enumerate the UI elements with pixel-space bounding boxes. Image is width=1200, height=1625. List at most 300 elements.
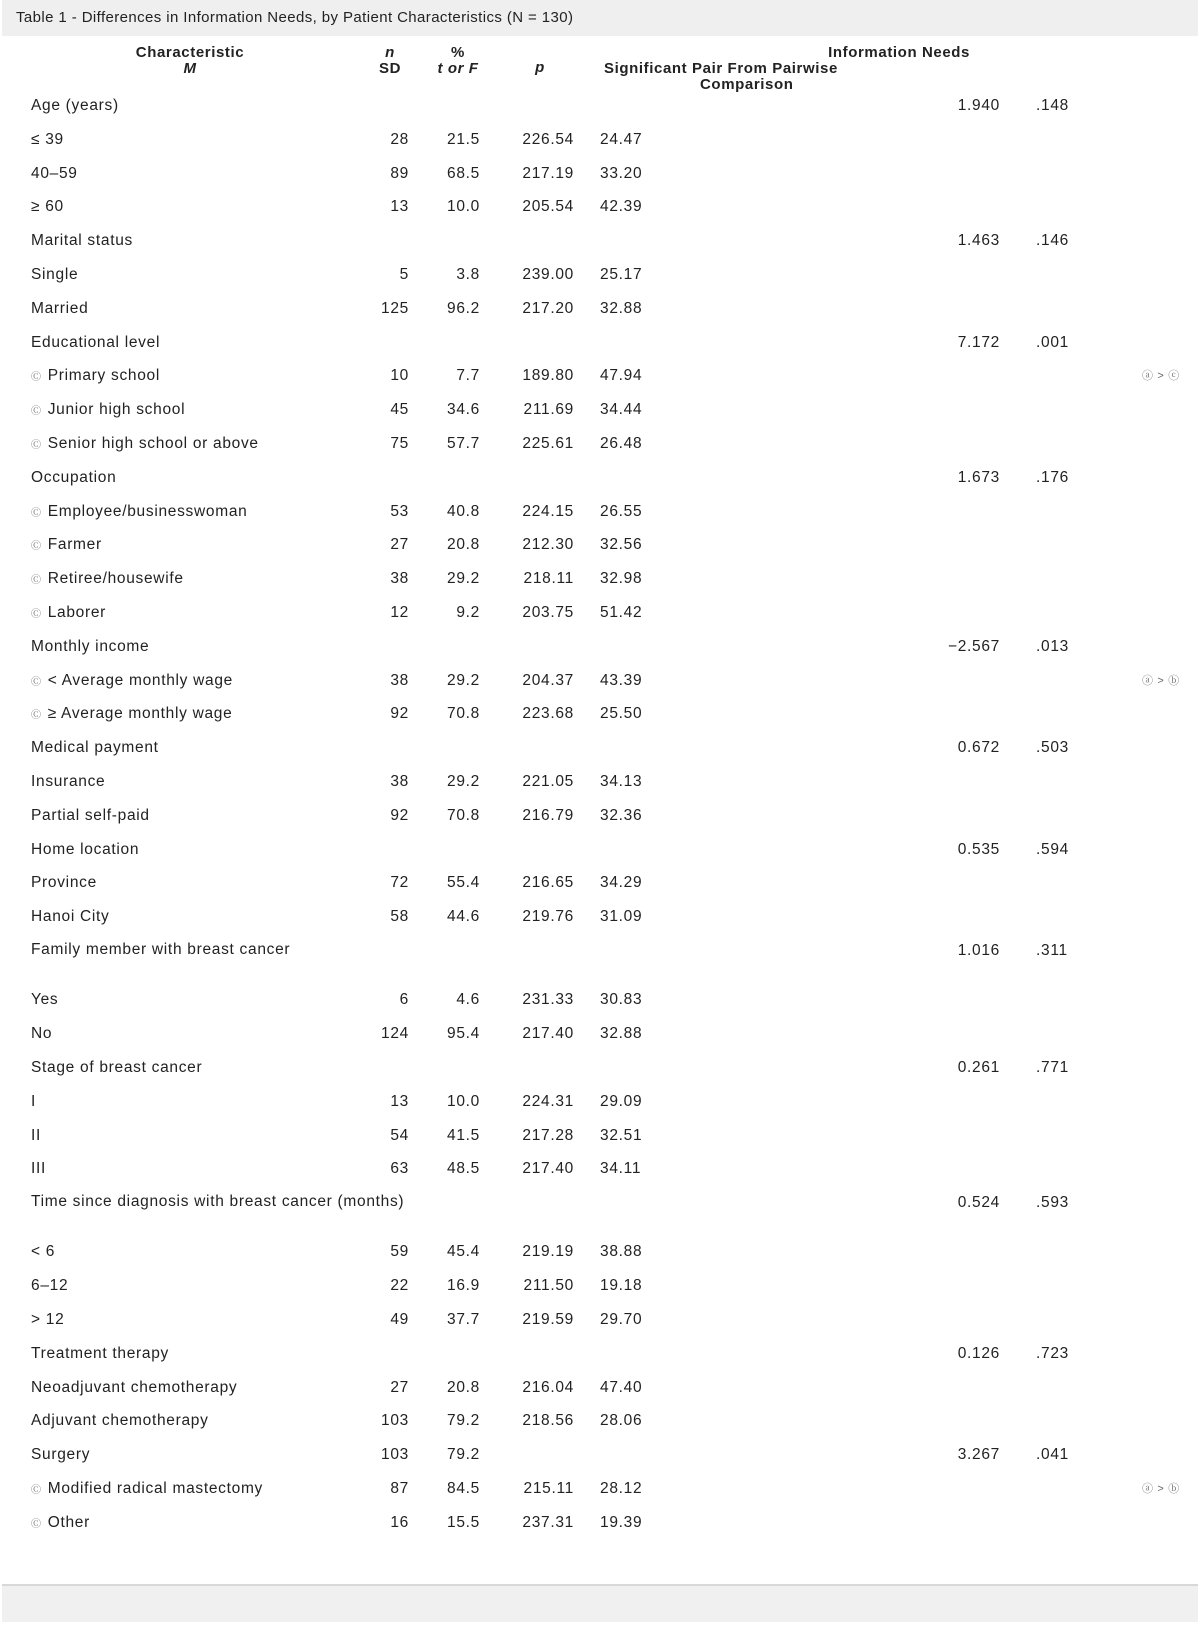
row-label-text: Surgery — [31, 1446, 91, 1464]
cell-p: .311 — [1036, 942, 1068, 959]
cell-percent: 55.4 — [447, 874, 480, 892]
cell-sd: 51.42 — [600, 604, 643, 621]
cell-sd: 28.12 — [600, 1480, 643, 1497]
table-row — [0, 869, 1200, 904]
circled-letter-icon: Ⓒ — [31, 676, 42, 688]
cell-t-or-f: 3.267 — [957, 1446, 1000, 1464]
row-label-text: > 12 — [31, 1311, 65, 1328]
row-label — [31, 1059, 202, 1077]
cell-mean: 203.75 — [522, 604, 574, 621]
cell-n: 103 — [381, 1446, 409, 1464]
cell-t-or-f: −2.567 — [947, 637, 1000, 655]
cell-percent: 41.5 — [447, 1126, 480, 1144]
cell-n: 28 — [390, 130, 409, 148]
row-label — [31, 638, 149, 656]
cell-sd: 34.11 — [600, 1160, 642, 1178]
table-row — [0, 362, 1200, 397]
cell-mean: 231.33 — [522, 991, 574, 1009]
row-label-text: Hanoi City — [31, 908, 110, 926]
table-row — [0, 937, 1200, 972]
row-label-text: Adjuvant chemotherapy — [31, 1412, 209, 1430]
cell-significant-pair: ⓐ > ⓑ — [1141, 674, 1180, 687]
cell-percent: 9.2 — [456, 604, 480, 621]
row-label — [31, 705, 232, 723]
table-row — [0, 329, 1200, 364]
table-row — [0, 126, 1200, 161]
table-row — [0, 836, 1200, 871]
cell-p: .503 — [1036, 739, 1069, 757]
row-label-text: Employee/businesswoman — [47, 502, 248, 520]
cell-sd: 32.51 — [600, 1126, 643, 1144]
circled-letter-icon: Ⓒ — [31, 372, 42, 384]
cell-sd: 47.40 — [600, 1378, 643, 1396]
cell-n: 53 — [390, 502, 409, 520]
cell-mean: 218.11 — [523, 570, 574, 588]
row-label-text: Retiree/housewife — [47, 570, 184, 588]
cell-sd: 47.94 — [600, 367, 643, 385]
table-row — [0, 1272, 1200, 1307]
row-label-text: III — [31, 1160, 47, 1178]
table-row — [0, 193, 1200, 228]
table-row — [0, 1509, 1200, 1544]
cell-percent: 7.7 — [456, 367, 480, 385]
cell-sd: 42.39 — [600, 198, 643, 216]
row-label — [31, 266, 78, 284]
row-label — [31, 841, 139, 859]
cell-mean: 239.00 — [522, 266, 574, 283]
cell-mean: 216.04 — [522, 1378, 574, 1396]
cell-mean: 237.31 — [522, 1513, 574, 1531]
cell-p: .146 — [1036, 232, 1069, 250]
table-row — [0, 565, 1200, 600]
cell-mean: 224.31 — [522, 1092, 574, 1110]
cell-n: 89 — [390, 164, 409, 182]
cell-percent: 40.8 — [447, 502, 480, 520]
cell-sd: 25.50 — [600, 705, 643, 723]
row-label-text: Treatment therapy — [31, 1344, 169, 1362]
row-label — [31, 672, 233, 690]
row-label — [31, 807, 150, 825]
row-label-text: ≥ Average monthly wage — [47, 705, 233, 723]
cell-sd: 28.06 — [600, 1412, 643, 1430]
cell-sd: 34.13 — [600, 773, 643, 790]
row-label — [31, 1345, 169, 1363]
row-label-text: Other — [47, 1513, 90, 1531]
row-label-text: ≤ 39 — [31, 130, 64, 148]
cell-percent: 29.2 — [447, 671, 480, 689]
cell-sd: 32.98 — [600, 570, 643, 588]
row-label-text: Senior high school or above — [47, 435, 259, 452]
cell-sd: 33.20 — [600, 164, 643, 182]
cell-percent: 70.8 — [447, 806, 480, 824]
cell-sd: 19.18 — [600, 1277, 643, 1295]
table-row — [0, 802, 1200, 837]
cell-mean: 217.20 — [522, 299, 574, 317]
table-row — [0, 1475, 1200, 1510]
row-label-text: Insurance — [31, 773, 106, 790]
cell-mean: 215.11 — [523, 1480, 574, 1497]
row-label-text: Primary school — [47, 367, 161, 385]
cell-percent: 16.9 — [447, 1277, 480, 1295]
header-info-line2: Significant Pair From Pairwise — [604, 60, 838, 77]
row-label — [31, 1311, 64, 1329]
table-row — [0, 1122, 1200, 1157]
cell-mean: 211.50 — [523, 1277, 574, 1295]
row-label — [31, 503, 247, 521]
cell-percent: 37.7 — [447, 1311, 480, 1328]
row-label — [31, 908, 110, 926]
cell-n: 124 — [381, 1025, 409, 1043]
header-characteristic — [100, 45, 280, 77]
table-row — [0, 464, 1200, 499]
cell-n: 103 — [381, 1412, 409, 1430]
cell-n: 63 — [390, 1160, 409, 1178]
table-row — [0, 531, 1200, 566]
table-row — [0, 903, 1200, 938]
table-row — [0, 295, 1200, 330]
table-row — [0, 1088, 1200, 1123]
cell-mean: 219.19 — [522, 1243, 574, 1261]
table-row — [0, 396, 1200, 431]
table-row — [0, 986, 1200, 1021]
cell-n: 92 — [390, 705, 409, 723]
table-row — [0, 1441, 1200, 1476]
circled-letter-icon: Ⓒ — [31, 1485, 42, 1496]
table-row — [0, 1189, 1200, 1224]
cell-mean: 216.79 — [522, 806, 574, 824]
cell-n: 16 — [390, 1513, 409, 1531]
cell-sd: 38.88 — [600, 1243, 643, 1261]
footer-bar — [2, 1586, 1198, 1622]
row-label-text: < 6 — [31, 1243, 56, 1261]
cell-sd: 29.09 — [600, 1092, 643, 1110]
cell-mean: 216.65 — [522, 874, 574, 892]
row-label — [31, 401, 185, 419]
cell-percent: 20.8 — [447, 536, 480, 554]
table-row — [0, 1238, 1200, 1273]
cell-mean: 219.59 — [522, 1311, 574, 1328]
cell-n: 10 — [390, 367, 409, 385]
row-label — [31, 1379, 237, 1397]
cell-sd: 34.44 — [600, 401, 643, 419]
row-label-text: Province — [31, 874, 97, 892]
cell-mean: 189.80 — [522, 367, 574, 385]
cell-n: 54 — [390, 1126, 409, 1144]
table-row — [0, 768, 1200, 803]
cell-percent: 3.8 — [456, 266, 480, 283]
cell-mean: 212.30 — [522, 536, 574, 554]
header-n-label: n — [385, 44, 395, 61]
row-label-text: Modified radical mastectomy — [47, 1480, 264, 1497]
cell-n: 13 — [390, 1092, 409, 1110]
row-label — [31, 1446, 90, 1464]
cell-p: .594 — [1036, 840, 1069, 858]
row-label — [31, 198, 64, 216]
cell-sd: 29.70 — [600, 1311, 643, 1328]
row-label-text: Junior high school — [47, 401, 186, 419]
circled-letter-icon: Ⓒ — [31, 440, 42, 451]
header-characteristic-label: Characteristic — [135, 44, 245, 61]
cell-t-or-f: 0.524 — [957, 1194, 1000, 1212]
table-row — [0, 227, 1200, 262]
cell-n: 58 — [390, 908, 409, 926]
header-t-or-f-label: t or F — [437, 60, 479, 77]
row-label — [31, 536, 102, 554]
row-label — [31, 232, 133, 250]
row-label-text: Educational level — [31, 333, 161, 351]
cell-percent: 57.7 — [447, 435, 480, 452]
row-label — [31, 367, 160, 385]
cell-sd: 26.55 — [600, 502, 643, 520]
cell-n: 27 — [390, 1378, 409, 1396]
row-label — [31, 1480, 263, 1498]
table-row — [0, 1054, 1200, 1089]
cell-significant-pair: ⓐ > ⓑ — [1141, 1483, 1180, 1495]
cell-sd: 31.09 — [600, 908, 643, 926]
row-label-text: Yes — [31, 991, 59, 1009]
cell-n: 6 — [399, 991, 409, 1009]
cell-mean: 225.61 — [522, 435, 574, 452]
cell-p: .148 — [1036, 97, 1069, 114]
row-label-text: Occupation — [31, 468, 117, 486]
cell-mean: 217.19 — [522, 164, 574, 182]
cell-sd: 34.29 — [600, 874, 643, 892]
cell-mean: 218.56 — [522, 1412, 574, 1430]
cell-mean: 226.54 — [522, 130, 574, 148]
cell-p: .593 — [1036, 1194, 1069, 1212]
cell-percent: 79.2 — [447, 1446, 480, 1464]
table-row — [0, 430, 1200, 465]
header-m-label: M — [183, 60, 197, 77]
table-row — [0, 261, 1200, 296]
row-label — [31, 1193, 405, 1211]
cell-mean: 211.69 — [523, 401, 574, 419]
cell-percent: 44.6 — [447, 908, 480, 926]
cell-percent: 96.2 — [447, 299, 480, 317]
row-label-text: Monthly income — [31, 637, 150, 655]
cell-n: 72 — [390, 874, 409, 892]
table-row — [0, 599, 1200, 634]
cell-sd: 32.36 — [600, 806, 643, 824]
cell-sd: 25.17 — [600, 266, 643, 283]
row-label — [31, 874, 97, 892]
header-p: p — [535, 59, 545, 76]
row-label — [31, 773, 105, 791]
cell-p: .001 — [1036, 333, 1069, 351]
row-label — [31, 1277, 68, 1295]
cell-n: 125 — [381, 299, 409, 317]
cell-sd: 32.88 — [600, 299, 643, 317]
cell-n: 49 — [390, 1311, 409, 1328]
row-label — [31, 165, 78, 183]
cell-sd: 32.88 — [600, 1025, 643, 1043]
table-row — [0, 1020, 1200, 1055]
table-row — [0, 700, 1200, 735]
cell-n: 92 — [390, 806, 409, 824]
cell-t-or-f: 7.172 — [957, 333, 1000, 351]
cell-percent: 70.8 — [447, 705, 480, 723]
cell-mean: 204.37 — [522, 671, 574, 689]
cell-n: 75 — [390, 435, 409, 452]
cell-percent: 29.2 — [447, 773, 480, 790]
table-row — [0, 1306, 1200, 1341]
cell-n: 59 — [390, 1243, 409, 1261]
header-percent-label: % — [451, 44, 465, 61]
cell-percent: 79.2 — [447, 1412, 480, 1430]
cell-mean: 224.15 — [522, 502, 574, 520]
circled-letter-icon: Ⓒ — [31, 507, 42, 519]
row-label — [31, 570, 184, 588]
cell-t-or-f: 0.261 — [957, 1058, 1000, 1076]
row-label-text: Home location — [31, 840, 140, 858]
table-row — [0, 1374, 1200, 1409]
circled-letter-icon: Ⓒ — [31, 609, 42, 620]
cell-sd: 26.48 — [600, 435, 643, 452]
row-label — [31, 131, 64, 149]
header-percent — [423, 45, 493, 77]
cell-percent: 21.5 — [447, 130, 480, 148]
cell-sd: 24.47 — [600, 130, 643, 148]
table-row — [0, 667, 1200, 702]
cell-mean: 219.76 — [522, 908, 574, 926]
cell-t-or-f: 1.016 — [957, 942, 1000, 959]
cell-percent: 4.6 — [456, 991, 480, 1009]
cell-percent: 10.0 — [447, 198, 480, 216]
cell-t-or-f: 1.673 — [957, 468, 1000, 486]
row-label-text: < Average monthly wage — [47, 671, 233, 689]
table-row — [0, 633, 1200, 668]
cell-percent: 45.4 — [447, 1243, 480, 1261]
cell-p: .176 — [1036, 468, 1069, 486]
row-label — [31, 300, 88, 318]
row-label — [31, 469, 116, 487]
row-label-text: 40–59 — [31, 164, 78, 182]
cell-n: 38 — [390, 570, 409, 588]
cell-n: 27 — [390, 536, 409, 554]
header-info-line1: Information Needs — [828, 44, 970, 61]
cell-n: 12 — [390, 604, 409, 621]
cell-mean: 217.40 — [522, 1025, 574, 1043]
cell-percent: 84.5 — [447, 1480, 480, 1497]
cell-mean: 221.05 — [522, 773, 574, 790]
header-information-needs — [600, 45, 970, 93]
table-row — [0, 1407, 1200, 1442]
row-label-text: Partial self-paid — [31, 806, 150, 824]
cell-percent: 29.2 — [447, 570, 480, 588]
row-label — [31, 1514, 90, 1532]
row-label — [31, 1412, 209, 1430]
cell-p: .771 — [1036, 1058, 1069, 1076]
table-caption: Table 1 - Differences in Information Needs, by Patient Characteristics (N = 130) — [2, 0, 1198, 36]
row-label — [31, 435, 259, 453]
cell-t-or-f: 0.672 — [957, 739, 1000, 757]
row-label-text: Farmer — [47, 536, 102, 554]
cell-p: .723 — [1036, 1344, 1069, 1362]
cell-mean: 217.40 — [522, 1160, 574, 1178]
cell-n: 5 — [399, 266, 409, 283]
circled-letter-icon: Ⓒ — [31, 1518, 42, 1530]
row-label — [31, 1243, 55, 1261]
row-label-text: Single — [31, 266, 79, 283]
table-row — [0, 160, 1200, 195]
table-row — [0, 92, 1200, 127]
header-sd-label: SD — [378, 60, 402, 77]
row-label — [31, 604, 106, 622]
table-row — [0, 734, 1200, 769]
row-label — [31, 1025, 52, 1043]
circled-letter-icon: Ⓒ — [31, 575, 42, 587]
cell-percent: 34.6 — [447, 401, 480, 419]
cell-sd: 30.83 — [600, 991, 643, 1009]
cell-percent: 15.5 — [447, 1513, 480, 1531]
cell-percent: 68.5 — [447, 164, 480, 182]
cell-t-or-f: 1.940 — [957, 97, 1000, 114]
row-label-text: Medical payment — [31, 739, 159, 757]
table-row — [0, 1340, 1200, 1375]
header-n — [370, 45, 410, 77]
cell-t-or-f: 0.535 — [957, 840, 1000, 858]
row-label-text: Married — [31, 299, 89, 317]
row-label-text: Family member with breast cancer — [31, 941, 291, 958]
cell-n: 45 — [390, 401, 409, 419]
row-label-text: Laborer — [47, 604, 107, 621]
cell-t-or-f: 0.126 — [957, 1344, 1000, 1362]
circled-letter-icon: Ⓒ — [31, 406, 42, 418]
header-info-line3: Comparison — [700, 76, 794, 93]
table-row — [0, 498, 1200, 533]
row-label-text: Stage of breast cancer — [31, 1058, 203, 1076]
cell-sd: 32.56 — [600, 536, 643, 554]
circled-letter-icon: Ⓒ — [31, 541, 42, 553]
row-label — [31, 1093, 36, 1111]
row-label-text: No — [31, 1025, 53, 1043]
row-label-text: II — [31, 1126, 42, 1144]
row-label — [31, 942, 331, 958]
cell-mean: 223.68 — [522, 705, 574, 723]
row-label — [31, 97, 119, 115]
cell-n: 87 — [390, 1480, 409, 1497]
row-label-text: Age (years) — [31, 97, 119, 114]
row-label — [31, 1160, 46, 1178]
cell-sd: 19.39 — [600, 1513, 643, 1531]
cell-percent: 48.5 — [447, 1160, 480, 1178]
cell-percent: 10.0 — [447, 1092, 480, 1110]
row-label-text: Marital status — [31, 232, 133, 250]
cell-n: 38 — [390, 773, 409, 790]
row-label — [31, 1127, 41, 1145]
cell-sd: 43.39 — [600, 671, 643, 689]
row-label-text: Time since diagnosis with breast cancer (months) — [31, 1193, 405, 1211]
cell-percent: 95.4 — [447, 1025, 480, 1043]
row-label-text: 6–12 — [31, 1277, 69, 1295]
cell-mean: 205.54 — [522, 198, 574, 216]
row-label-text: Neoadjuvant chemotherapy — [31, 1378, 238, 1396]
cell-significant-pair: ⓐ > ⓒ — [1141, 370, 1180, 383]
row-label-text: I — [31, 1092, 37, 1110]
row-label — [31, 334, 160, 352]
row-label-text: ≥ 60 — [31, 198, 64, 216]
cell-mean: 217.28 — [522, 1126, 574, 1144]
row-label — [31, 739, 159, 757]
row-label — [31, 991, 58, 1009]
cell-n: 38 — [390, 671, 409, 689]
cell-n: 22 — [390, 1277, 409, 1295]
cell-p: .013 — [1036, 637, 1069, 655]
cell-p: .041 — [1036, 1446, 1069, 1464]
table-row — [0, 1155, 1200, 1190]
circled-letter-icon: Ⓒ — [31, 710, 42, 722]
cell-t-or-f: 1.463 — [957, 232, 1000, 250]
